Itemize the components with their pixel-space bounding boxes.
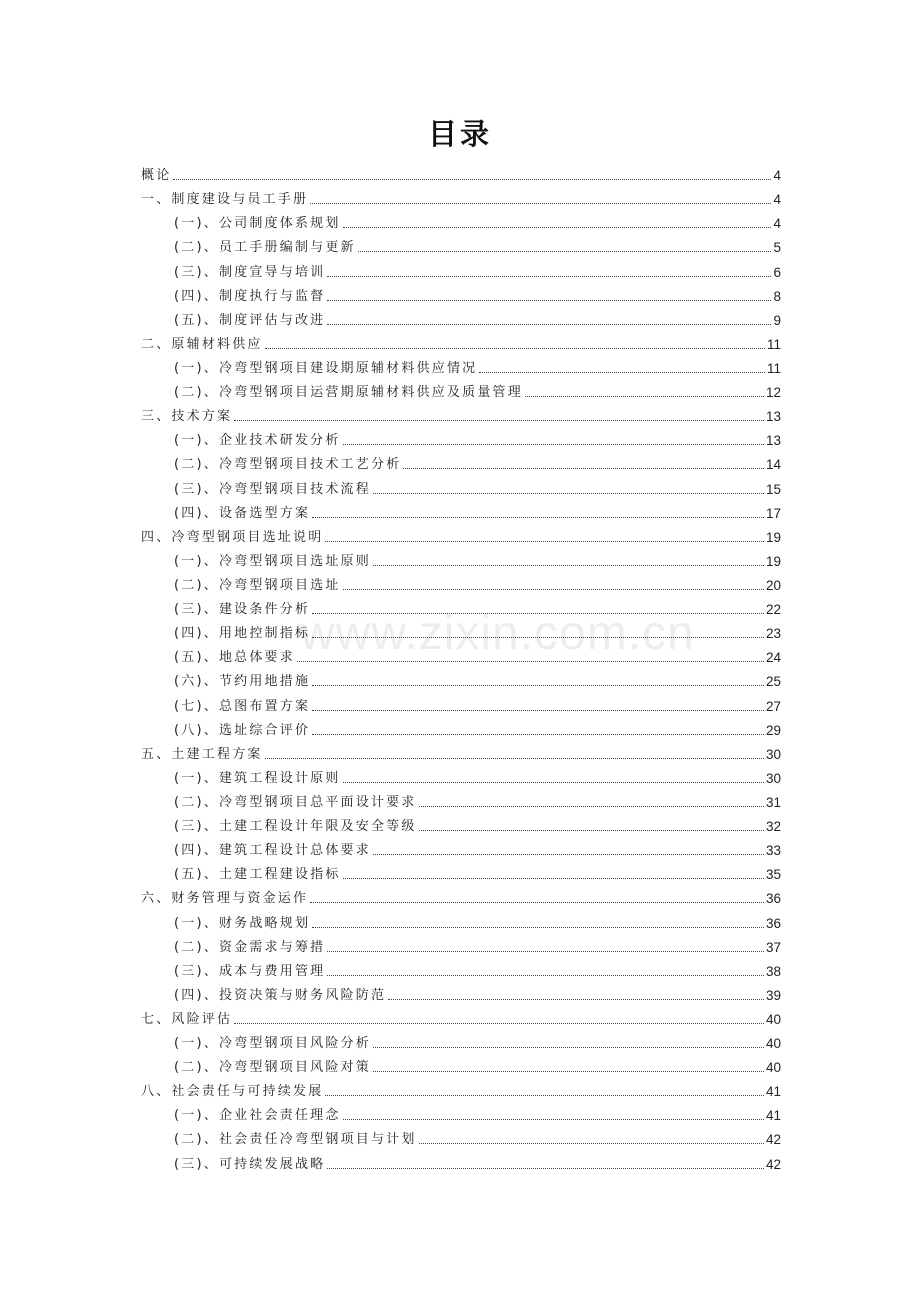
- toc-section-entry[interactable]: [141, 425, 781, 449]
- toc-entry-label: (一)、冷弯型钢项目建设期原辅材料供应情况: [174, 360, 478, 376]
- dot-leader: [312, 710, 764, 711]
- dot-leader: [327, 276, 771, 277]
- toc-chapter-entry[interactable]: [141, 160, 781, 184]
- toc-page-number: 38: [765, 963, 781, 979]
- toc-entry-label: (一)、企业社会责任理念: [174, 1108, 341, 1124]
- toc-section-entry[interactable]: [141, 232, 781, 256]
- toc-entry-label: (四)、用地控制指标: [174, 626, 311, 642]
- toc-page-number: 23: [765, 626, 781, 642]
- toc-chapter-entry[interactable]: [141, 329, 781, 353]
- toc-section-entry[interactable]: [141, 546, 781, 570]
- toc-entry-label: (三)、冷弯型钢项目技术流程: [174, 481, 371, 497]
- toc-page-number: 31: [765, 794, 781, 810]
- toc-section-entry[interactable]: [141, 932, 781, 956]
- toc-entry-label: (二)、冷弯型钢项目选址: [174, 577, 341, 593]
- toc-page-number: 15: [765, 481, 781, 497]
- dot-leader: [327, 975, 764, 976]
- toc-section-entry[interactable]: [141, 811, 781, 835]
- dot-leader: [343, 589, 764, 590]
- toc-page-number: 5: [773, 240, 781, 256]
- dot-leader: [310, 902, 764, 903]
- dot-leader: [327, 324, 771, 325]
- toc-page-number: 27: [765, 698, 781, 714]
- toc-entry-label: (七)、总图布置方案: [174, 698, 311, 714]
- toc-page-number: 32: [765, 819, 781, 835]
- dot-leader: [173, 179, 771, 180]
- toc-section-entry[interactable]: [141, 1148, 781, 1172]
- toc-page-number: 37: [765, 939, 781, 955]
- toc-section-entry[interactable]: [141, 690, 781, 714]
- toc-section-entry[interactable]: [141, 1124, 781, 1148]
- dot-leader: [325, 541, 764, 542]
- dot-leader: [373, 493, 764, 494]
- watermark: www.zixin.com.cn: [300, 607, 695, 660]
- table-of-contents: [141, 160, 781, 1173]
- dot-leader: [525, 396, 764, 397]
- toc-section-entry[interactable]: [141, 859, 781, 883]
- toc-entry-label: (三)、土建工程设计年限及安全等级: [174, 819, 417, 835]
- toc-page-number: 9: [773, 312, 781, 328]
- toc-entry-label: (二)、社会责任冷弯型钢项目与计划: [174, 1132, 417, 1148]
- dot-leader: [419, 1143, 764, 1144]
- toc-entry-label: (二)、冷弯型钢项目技术工艺分析: [174, 457, 402, 473]
- dot-leader: [419, 806, 764, 807]
- toc-section-entry[interactable]: [141, 1100, 781, 1124]
- dot-leader: [265, 758, 764, 759]
- toc-entry-label: (二)、员工手册编制与更新: [174, 240, 356, 256]
- toc-section-entry[interactable]: [141, 498, 781, 522]
- toc-section-entry[interactable]: [141, 208, 781, 232]
- toc-page-number: 20: [765, 577, 781, 593]
- toc-section-entry[interactable]: [141, 715, 781, 739]
- toc-chapter-entry[interactable]: [141, 1004, 781, 1028]
- toc-entry-label: 概论: [141, 168, 172, 184]
- toc-entry-label: (二)、资金需求与筹措: [174, 939, 326, 955]
- dot-leader: [388, 999, 764, 1000]
- toc-entry-label: 五、土建工程方案: [141, 746, 263, 762]
- dot-leader: [343, 444, 764, 445]
- dot-leader: [373, 1071, 764, 1072]
- toc-section-entry[interactable]: [141, 353, 781, 377]
- dot-leader: [373, 1047, 764, 1048]
- toc-section-entry[interactable]: [141, 305, 781, 329]
- toc-section-entry[interactable]: [141, 642, 781, 666]
- dot-leader: [265, 348, 765, 349]
- toc-entry-label: (四)、建筑工程设计总体要求: [174, 843, 371, 859]
- toc-section-entry[interactable]: [141, 281, 781, 305]
- toc-entry-label: (三)、制度宣导与培训: [174, 264, 326, 280]
- dot-leader: [403, 468, 764, 469]
- dot-leader: [312, 637, 764, 638]
- toc-page-number: 40: [765, 1036, 781, 1052]
- toc-page-number: 12: [765, 385, 781, 401]
- toc-section-entry[interactable]: [141, 763, 781, 787]
- dot-leader: [419, 830, 764, 831]
- toc-section-entry[interactable]: [141, 473, 781, 497]
- toc-entry-label: (二)、冷弯型钢项目风险对策: [174, 1060, 371, 1076]
- toc-page-number: 41: [765, 1084, 781, 1100]
- toc-page-number: 42: [765, 1132, 781, 1148]
- dot-leader: [312, 927, 764, 928]
- dot-leader: [312, 734, 764, 735]
- toc-entry-label: 七、风险评估: [141, 1011, 233, 1027]
- toc-section-entry[interactable]: [141, 256, 781, 280]
- dot-leader: [479, 372, 765, 373]
- dot-leader: [373, 854, 764, 855]
- dot-leader: [234, 420, 764, 421]
- toc-chapter-entry[interactable]: [141, 184, 781, 208]
- toc-page-number: 11: [766, 336, 781, 352]
- toc-page-number: 35: [765, 867, 781, 883]
- dot-leader: [312, 685, 764, 686]
- dot-leader: [343, 878, 764, 879]
- toc-page-number: 40: [765, 1011, 781, 1027]
- toc-entry-label: (一)、财务战略规划: [174, 915, 311, 931]
- toc-entry-label: 一、制度建设与员工手册: [141, 192, 309, 208]
- dot-leader: [297, 661, 764, 662]
- toc-section-entry[interactable]: [141, 570, 781, 594]
- dot-leader: [325, 1095, 764, 1096]
- toc-entry-label: (五)、土建工程建设指标: [174, 867, 341, 883]
- toc-section-entry[interactable]: [141, 980, 781, 1004]
- toc-section-entry[interactable]: [141, 907, 781, 931]
- toc-entry-label: (四)、制度执行与监督: [174, 288, 326, 304]
- toc-chapter-entry[interactable]: [141, 401, 781, 425]
- toc-section-entry[interactable]: [141, 1028, 781, 1052]
- toc-entry-label: (五)、地总体要求: [174, 650, 295, 666]
- toc-entry-label: (一)、公司制度体系规划: [174, 216, 341, 232]
- toc-page-number: 8: [773, 288, 781, 304]
- toc-section-entry[interactable]: [141, 1052, 781, 1076]
- toc-page-number: 13: [765, 409, 781, 425]
- toc-page-number: 25: [765, 674, 781, 690]
- toc-chapter-entry[interactable]: [141, 1076, 781, 1100]
- toc-page-number: 39: [765, 987, 781, 1003]
- toc-page-number: 30: [765, 746, 781, 762]
- toc-entry-label: (四)、投资决策与财务风险防范: [174, 987, 387, 1003]
- toc-entry-label: (三)、建设条件分析: [174, 602, 311, 618]
- toc-entry-label: 六、财务管理与资金运作: [141, 891, 309, 907]
- dot-leader: [327, 300, 771, 301]
- toc-section-entry[interactable]: [141, 377, 781, 401]
- toc-page-number: 41: [765, 1108, 781, 1124]
- toc-page-number: 4: [773, 168, 781, 184]
- toc-entry-label: (一)、企业技术研发分析: [174, 433, 341, 449]
- toc-entry-label: 四、冷弯型钢项目选址说明: [141, 529, 324, 545]
- dot-leader: [327, 1168, 764, 1169]
- toc-entry-label: 三、技术方案: [141, 409, 233, 425]
- toc-page-number: 22: [765, 602, 781, 618]
- toc-section-entry[interactable]: [141, 787, 781, 811]
- toc-page-number: 19: [765, 553, 781, 569]
- dot-leader: [343, 1119, 764, 1120]
- toc-page-number: 36: [765, 891, 781, 907]
- toc-section-entry[interactable]: [141, 449, 781, 473]
- toc-page-number: 13: [765, 433, 781, 449]
- toc-page-number: 36: [765, 915, 781, 931]
- toc-chapter-entry[interactable]: [141, 522, 781, 546]
- toc-entry-label: (八)、选址综合评价: [174, 722, 311, 738]
- dot-leader: [310, 203, 771, 204]
- toc-entry-label: (一)、冷弯型钢项目风险分析: [174, 1036, 371, 1052]
- toc-entry-label: (一)、冷弯型钢项目选址原则: [174, 553, 371, 569]
- toc-entry-label: (一)、建筑工程设计原则: [174, 770, 341, 786]
- dot-leader: [234, 1023, 764, 1024]
- toc-page-number: 4: [773, 216, 781, 232]
- toc-page-number: 11: [766, 360, 781, 376]
- dot-leader: [343, 227, 772, 228]
- toc-entry-label: (五)、制度评估与改进: [174, 312, 326, 328]
- toc-page-number: 42: [765, 1156, 781, 1172]
- toc-page-number: 14: [765, 457, 781, 473]
- toc-page-number: 6: [773, 264, 781, 280]
- dot-leader: [373, 565, 764, 566]
- toc-page-number: 17: [765, 505, 781, 521]
- toc-entry-label: (二)、冷弯型钢项目总平面设计要求: [174, 794, 417, 810]
- toc-title: 目录: [427, 117, 492, 151]
- toc-entry-label: (三)、可持续发展战略: [174, 1156, 326, 1172]
- toc-page-number: 33: [765, 843, 781, 859]
- toc-page-number: 30: [765, 770, 781, 786]
- toc-entry-label: (六)、节约用地措施: [174, 674, 311, 690]
- dot-leader: [358, 251, 772, 252]
- toc-section-entry[interactable]: [141, 594, 781, 618]
- toc-page-number: 29: [765, 722, 781, 738]
- toc-section-entry[interactable]: [141, 835, 781, 859]
- dot-leader: [343, 782, 764, 783]
- toc-section-entry[interactable]: [141, 956, 781, 980]
- toc-section-entry[interactable]: [141, 618, 781, 642]
- dot-leader: [312, 517, 764, 518]
- toc-page-number: 19: [765, 529, 781, 545]
- dot-leader: [327, 951, 764, 952]
- toc-chapter-entry[interactable]: [141, 739, 781, 763]
- toc-page-number: 24: [765, 650, 781, 666]
- toc-page-number: 4: [773, 192, 781, 208]
- toc-page-number: 40: [765, 1060, 781, 1076]
- toc-entry-label: (四)、设备选型方案: [174, 505, 311, 521]
- toc-entry-label: 二、原辅材料供应: [141, 336, 263, 352]
- toc-entry-label: (二)、冷弯型钢项目运营期原辅材料供应及质量管理: [174, 385, 523, 401]
- toc-chapter-entry[interactable]: [141, 883, 781, 907]
- dot-leader: [312, 613, 764, 614]
- toc-entry-label: (三)、成本与费用管理: [174, 963, 326, 979]
- toc-entry-label: 八、社会责任与可持续发展: [141, 1084, 324, 1100]
- toc-section-entry[interactable]: [141, 666, 781, 690]
